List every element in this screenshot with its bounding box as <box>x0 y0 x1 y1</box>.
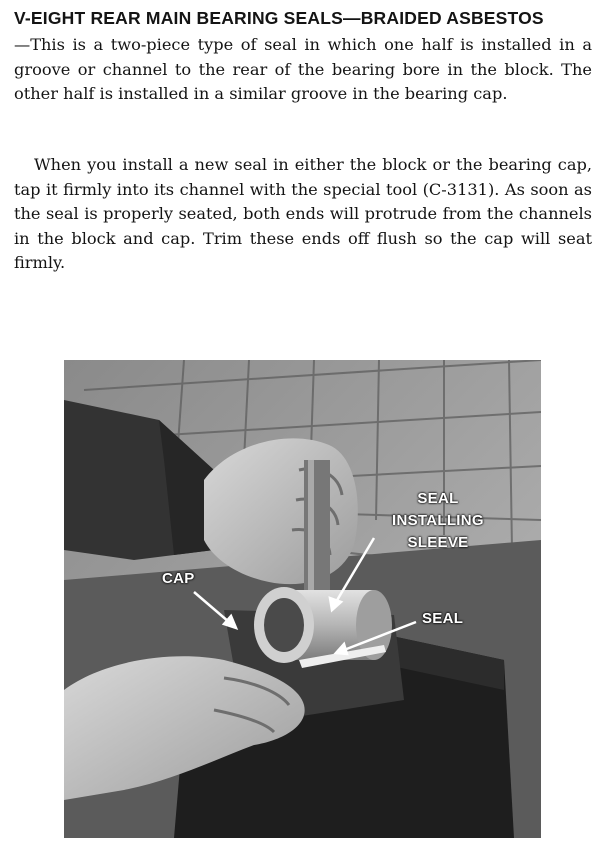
section-heading: V-EIGHT REAR MAIN BEARING SEALS—BRAIDED ASBESTOS <box>14 8 544 28</box>
upper-hand <box>204 438 358 584</box>
tool-shaft <box>304 460 330 610</box>
seal-installation-photo <box>64 360 541 838</box>
callout-seal: SEAL <box>422 610 464 627</box>
callout-cap: CAP <box>162 570 195 587</box>
installation-paragraph: When you install a new seal in either the block or the bearing cap, tap it firmly into its channel with the special tool (C-3131). As soon as the seal is properly seated, both ends will protrude from the channels in the block and cap. Trim these ends off flush so the cap will seat firmly. <box>14 155 592 272</box>
callout-sleeve-line1: SEAL <box>417 490 459 507</box>
intro-paragraph: —This is a two-piece type of seal in which one half is installed in a groove or channel to the rear of the bearing bore in the block. The other half is installed in a similar groove in the bearing cap. <box>14 35 592 103</box>
callout-sleeve-line2: INSTALLING <box>392 512 484 529</box>
photo-illustration <box>64 360 541 838</box>
callout-sleeve-line3: SLEEVE <box>407 534 469 551</box>
callout-seal-installing-sleeve <box>392 488 484 554</box>
